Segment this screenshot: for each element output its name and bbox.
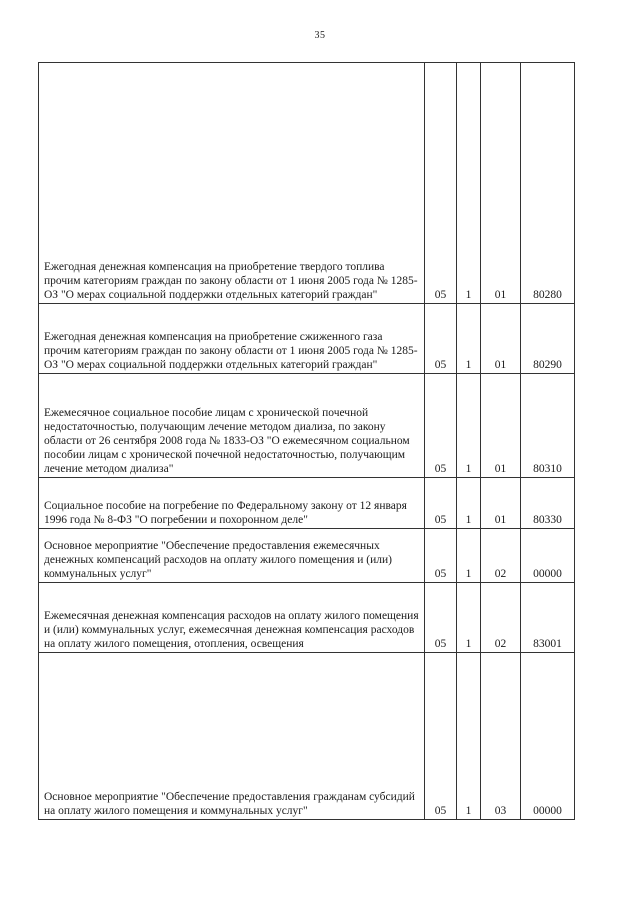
article-code: 80310 (521, 374, 575, 478)
subprogram-code: 01 (481, 478, 521, 529)
budget-classification-table (38, 62, 575, 820)
subprogram-code: 01 (481, 304, 521, 374)
page-number: 35 (314, 30, 326, 41)
section-code: 05 (425, 653, 457, 820)
section-code: 05 (425, 478, 457, 529)
table-row (39, 529, 575, 583)
section-code: 05 (425, 63, 457, 304)
table-row (39, 304, 575, 374)
article-code: 83001 (521, 583, 575, 653)
section-code: 05 (425, 529, 457, 583)
program-code: 1 (457, 63, 481, 304)
subprogram-code: 03 (481, 653, 521, 820)
row-description: Ежемесячное социальное пособие лицам с хронической почечной недостаточностью, получающим лечение методом диализа, по закону области от 26 сентября 2008 года № 1833-ОЗ "О ежемесячном социальном пособии лицам с хронической почечной недостаточностью, получающим лечение методом диализа" (39, 374, 425, 478)
section-code: 05 (425, 304, 457, 374)
program-code: 1 (457, 304, 481, 374)
table-row (39, 583, 575, 653)
article-code: 80330 (521, 478, 575, 529)
row-description: Ежегодная денежная компенсация на приобретение сжиженного газа прочим категориям граждан по закону области от 1 июня 2005 года № 1285-ОЗ "О мерах социальной поддержки отдельных категорий граждан" (39, 304, 425, 374)
row-description: Ежемесячная денежная компенсация расходов на оплату жилого помещения и (или) коммунальных услуг, ежемесячная денежная компенсация расходов на оплату жилого помещения, отопления, освещения (39, 583, 425, 653)
row-description: Основное мероприятие "Обеспечение предоставления гражданам субсидий на оплату жилого помещения и коммунальных услуг" (39, 653, 425, 820)
article-code: 80280 (521, 63, 575, 304)
article-code: 00000 (521, 653, 575, 820)
program-code: 1 (457, 653, 481, 820)
subprogram-code: 01 (481, 63, 521, 304)
subprogram-code: 01 (481, 374, 521, 478)
table-row (39, 374, 575, 478)
table-row (39, 478, 575, 529)
row-description: Социальное пособие на погребение по Федеральному закону от 12 января 1996 года № 8-ФЗ "О погребении и похоронном деле" (39, 478, 425, 529)
subprogram-code: 02 (481, 583, 521, 653)
program-code: 1 (457, 583, 481, 653)
section-code: 05 (425, 374, 457, 478)
article-code: 80290 (521, 304, 575, 374)
row-description: Основное мероприятие "Обеспечение предоставления ежемесячных денежных компенсаций расходов на оплату жилого помещения и (или) коммунальных услуг" (39, 529, 425, 583)
subprogram-code: 02 (481, 529, 521, 583)
program-code: 1 (457, 374, 481, 478)
article-code: 00000 (521, 529, 575, 583)
table-row (39, 63, 575, 304)
section-code: 05 (425, 583, 457, 653)
program-code: 1 (457, 478, 481, 529)
program-code: 1 (457, 529, 481, 583)
row-description: Ежегодная денежная компенсация на приобретение твердого топлива прочим категориям граждан по закону области от 1 июня 2005 года № 1285-ОЗ "О мерах социальной поддержки отдельных категорий граждан" (39, 63, 425, 304)
table-row (39, 653, 575, 820)
